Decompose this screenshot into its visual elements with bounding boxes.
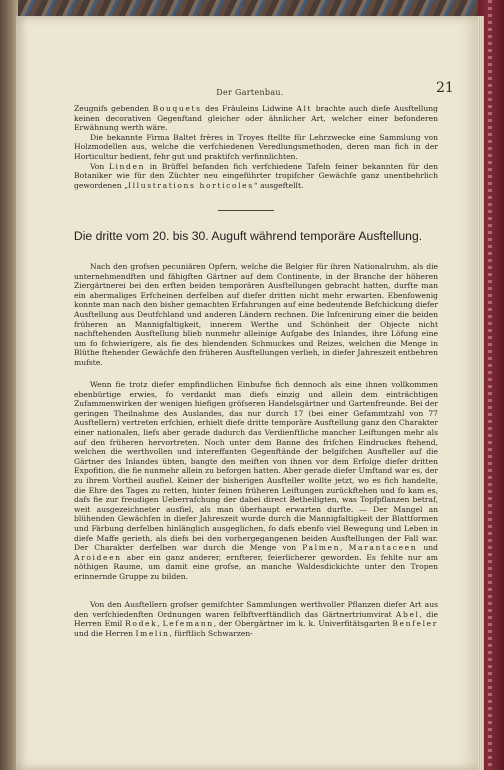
spaced-word-marantaceen: Marantaceen xyxy=(348,543,418,553)
spaced-name-bouquets: Bouquets xyxy=(152,104,202,113)
opening-paragraphs xyxy=(74,104,438,190)
paragraph-exhibition: Wenn fie trotz diefer empfindlichen Einbufse fich dennoch als eine ihnen vollkommen ebenbürtige erwies, fo verdankt man diefs einzig und allein dem einträchtigen Zufammenwirken der wenigen hiefigen gröfseren Handelsgärtner und Gartenfreunde. Bei der geringen Theilnahme des Auslandes, das nur durch 17 (bei einer Gefammtzahl von 77 Ausftellern) vertreten erfchien, erhielt diefe dritte temporäre Ausftellung ganz den Charakter einer nationalen, liefs aber gerade dadurch das Verdienftliche mancher Leiftungen mehr als auf den früheren hervortreten. Noch unter dem Banne des frifchen Eindruckes ftehend, welchen die werthvollen und intereffanten Gegenftände der belgifchen Ausfteller auf die Gärtner des Inlandes übten, bangte den meiften von ihnen vor dem Erfolge diefer dritten Expofition, die fie nunmehr allein zu beforgen hatten. Aber gerade diefer Umftand war es, der zu ihrem Vortheil ausfiel. Keiner der bisherigen Ausfteller wollte jetzt, wo es fich handelte, die Ehre des Tages zu retten, hinter feinen früheren Leiftungen zurückftehen und fo kam es, dafs fie zur freudigen Ueberrafchung der dabei direct Betheiligten, was Topfpflanzen betraf, weit ausgezeichneter ausfiel, als man überhaupt erwarten durfte. — Der Mangel an blühenden Gewächfen in diefer Jahreszeit wurde durch die Mannigfaltigkeit der Blattformen und Färbung derfelben hinlänglich ausgeglichen, fo dafs ebenfo viel Bewegung und Leben in diefe Maffe gerieth, als diefs bei den vorhergegangenen beiden Ausftellungen der Fall war. Der Charakter derfelben war durch die Menge von Palmen, Marantaceen und Aroideen aber ein ganz anderer, ernfterer, feierlicherer geworden. Es fehlte nur am nöthigen Raume, um damit eine grofse, an manche Waldesdickichte unter den Tropen erinnernde Gruppe zu bilden. xyxy=(74,380,439,581)
spaced-name-imelin: Imelin xyxy=(135,628,170,638)
spaced-name-benfeler: Benfeler xyxy=(392,619,438,629)
section-heading: Die dritte vom 20. bis 30. Auguft während temporäre Ausftellung. xyxy=(73,229,423,243)
spaced-name-alt: Alt xyxy=(296,104,313,113)
page-stack-edge xyxy=(478,16,484,770)
spaced-title-illustrations: Illustrations horticoles xyxy=(128,180,254,190)
paragraph-intro: Nach den grofsen pecuniären Opfern, welche die Belgier für ihren Nationalruhm, als die unternehmendften und fähigften Gärtner auf dem Continente, in der Branche der höheren Ziergärtnerei bei den erften beiden temporären Ausftellungen gebracht hatten, durfte man ein abermaliges Erfcheinen derfelben auf diefer dritten nicht mehr erwarten. Ebenfowenig konnte man nach den bisher gemachten Erfahrungen auf eine bedeutende Befchickung diefer Ausftellung aus Deutfchland und anderen Ländern rechnen. Die Infcenirung einer die beiden früheren an Mannigfaltigkeit, innerem Werthe und Schönheit der Objecte nicht nachftehenden Ausftellung blieb nunmehr alleinige Aufgabe des Inlandes, ihre Löfung eine um fo fchwierigere, als fie des blendenden Schmuckes und Reizes, welchen die Menge in Blüthe ftehender Gewächfe den früheren Ausftellungen verlieh, in diefer Jahreszeit entbehren mufste. xyxy=(74,262,438,367)
page-number: 21 xyxy=(436,80,454,96)
spaced-name-linden: Linden xyxy=(108,161,146,171)
paragraph-bouquets: Zeugnifs gebenden Bouquets des Fräuleins Lidwine Alt brachte auch diefe Ausftellung keinen decorativen Gegenftand gleicher oder ähnlicher Art, welcher einer befonderen Erwähnung werth wäre. xyxy=(74,104,438,133)
paragraph-baltet: Die bekannte Firma Baltet frères in Troyes ftellte für Lehrzwecke eine Sammlung von Holzmodellen aus, welche die verfchiedenen Veredlungsmethoden, deren man fich in der Horticultur bedient, fehr gut und praktifch verfinnlichten. xyxy=(74,132,438,161)
spaced-word-palmen: Palmen xyxy=(302,543,341,553)
paragraph-exhibitors: Von den Ausftellern grofser gemifchter Sammlungen werthvoller Pflanzen diefer Art aus den verfchiedenften Ordnungen waren felbftverftändlich das Gärtnertriumvirat Abel, die Herren Emil Rodek, Lefemann, der Obergärtner im k. k. Univerfitätsgarten Benfeler und die Herren Imelin, fürftlich Schwarzen- xyxy=(74,600,438,638)
spaced-name-lefemann: Lefemann xyxy=(162,619,214,629)
running-head: Der Gartenbau. xyxy=(216,88,284,97)
paragraph-linden: Von Linden in Brüffel befanden fich verfchiedene Tafeln feiner bekannten für den Botaniker wie für den Züchter neu eingeführter tropifcher Gewächfe ganz unentbehrlich gewordenen „Illustrations horticoles“ ausgeftellt. xyxy=(74,161,438,190)
spaced-name-abel: Abel xyxy=(395,609,420,619)
section-divider xyxy=(218,210,274,211)
spaced-name-rodek: Rodek xyxy=(125,619,158,629)
spaced-word-aroideen: Aroideen xyxy=(74,552,122,562)
